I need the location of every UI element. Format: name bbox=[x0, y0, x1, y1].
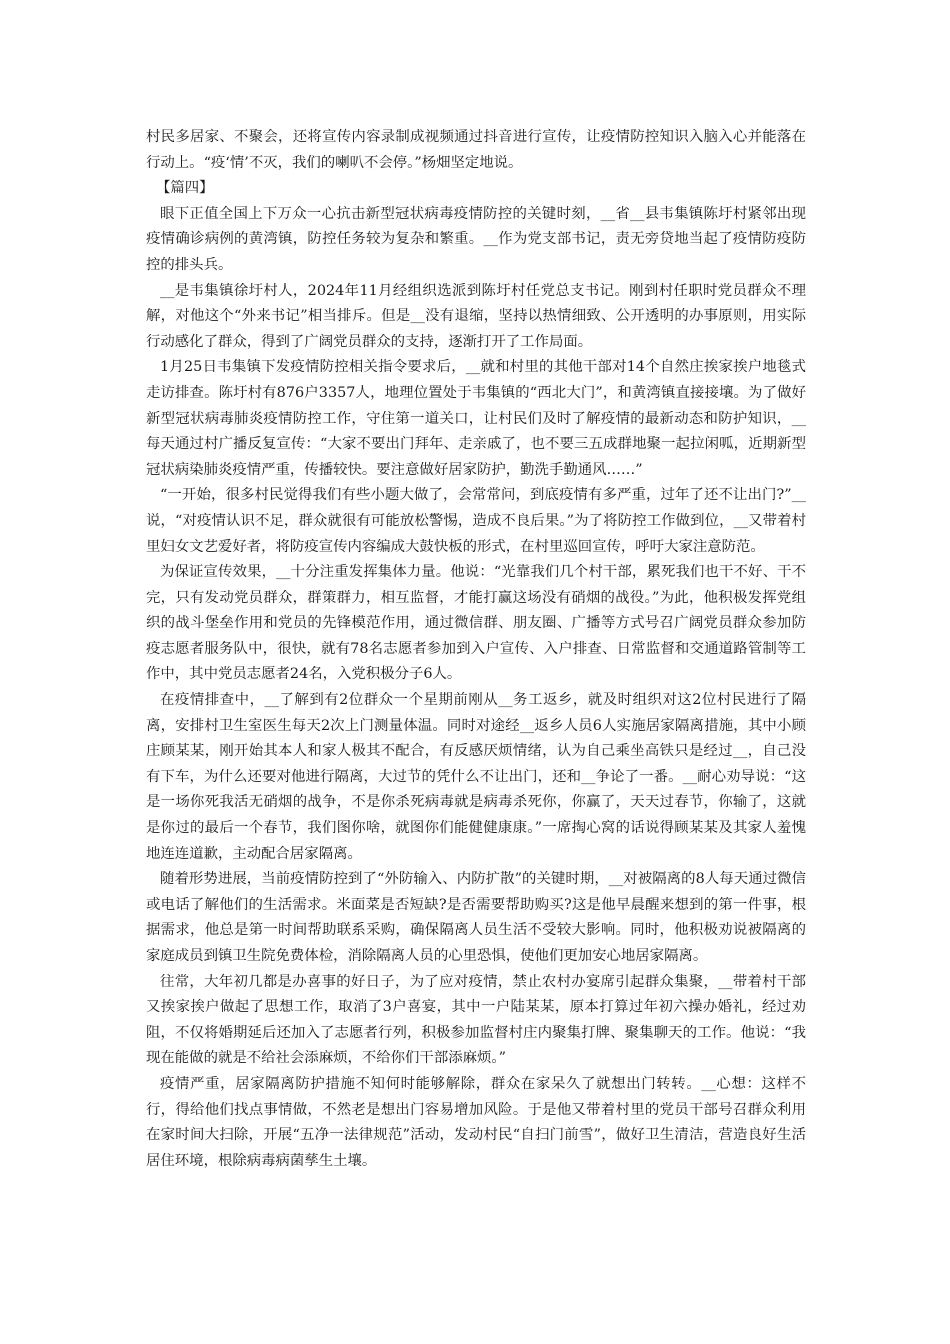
section-heading: 【篇四】 bbox=[156, 180, 214, 197]
paragraph: __是韦集镇徐圩村人，2024年11月经组织选派到陈圩村任党总支书记。刚到村任职时党员群众不理解，对他这个“外来书记”相当排斥。但是__没有退缩，坚持以热情细致、公开透明的办事原则，用实际行动感化了群众，得到了广阔党员群众的支持，逐渐打开了工作局面。 bbox=[146, 282, 806, 350]
paragraph: 往常，大年初几都是办喜事的好日子，为了应对疫情，禁止农村办宴席引起群众集聚，__带着村干部又挨家挨户做起了思想工作，取消了3户喜宴，其中一户陆某某，原本打算过年初六操办婚礼，经过劝阻，不仅将婚期延后还加入了志愿者行列，积极参加监督村庄内聚集打牌、聚集聊天的工作。他说：“我现在能做的就是不给社会添麻烦，不给你们干部添麻烦。” bbox=[146, 973, 806, 1067]
document-page bbox=[146, 125, 806, 1174]
paragraph: 随着形势进展，当前疫情防控到了“外防输入、内防扩散”的关键时期，__对被隔离的8人每天通过微信或电话了解他们的生活需求。米面菜是否短缺?是否需要帮助购买?这是他早晨醒来想到的第一件事，根据需求，他总是第一时间帮助联系采购，确保隔离人员生活不受较大影响。同时，他积极劝说被隔离的家庭成员到镇卫生院免费体检，消除隔离人员的心里恐惧，使他们更加安心地居家隔离。 bbox=[146, 871, 806, 964]
paragraph: 为保证宣传效果，__十分注重发挥集体力量。他说：“光靠我们几个村干部，累死我们也干不好、干不完，只有发动党员群众，群策群力，相互监督，才能打赢这场没有硝烟的战役。”为此，他积极发挥党组织的战斗堡垒作用和党员的先锋模范作用，通过微信群、朋友圈、广播等方式号召广阔党员群众参加防疫志愿者服务队中，很快，就有78名志愿者参加到入户宣传、入户排查、日常监督和交通道路管制等工作中，其中党员志愿者24名，入党积极分子6人。 bbox=[146, 564, 806, 683]
paragraph: 在疫情排查中，__了解到有2位群众一个星期前刚从__务工返乡，就及时组织对这2位村民进行了隔离，安排村卫生室医生每天2次上门测量体温。同时对途经__返乡人员6人实施居家隔离措施，其中小顾庄顾某某，刚开始其本人和家人极其不配合，有反感厌烦情绪，认为自己乘坐高铁只是经过__，自己没有下车，为什么还要对他进行隔离，大过节的凭什么不让出门，还和__争论了一番。__耐心劝导说：“这是一场你死我活无硝烟的战争，不是你杀死病毒就是病毒杀死你，你赢了，天天过春节，你输了，这就是你过的最后一个春节，我们图你啥，就图你们能健健康康。”一席掏心窝的话说得顾某某及其家人羞愧地连连道歉，主动配合居家隔离。 bbox=[146, 692, 806, 862]
paragraph: 1月25日韦集镇下发疫情防控相关指令要求后，__就和村里的其他干部对14个自然庄挨家挨户地毯式走访排查。陈圩村有876户3357人，地理位置处于韦集镇的“西北大门”，和黄湾镇直接接壤。为了做好新型冠状病毒肺炎疫情防控工作，守住第一道关口，让村民们及时了解疫情的最新动态和防护知识，__每天通过村广播反复宣传：“大家不要出门拜年、走亲戚了，也不要三五成群地聚一起拉闲呱，近期新型冠状病染肺炎疫情严重，传播较快。要注意做好居家防护，勤洗手勤通风……” bbox=[146, 359, 806, 478]
paragraph: 眼下正值全国上下万众一心抗击新型冠状病毒疫情防控的关键时刻，__省__县韦集镇陈圩村紧邻出现疫情确诊病例的黄湾镇，防控任务较为复杂和繁重。__作为党支部书记，责无旁贷地当起了疫情防疫防控的排头兵。 bbox=[146, 205, 806, 273]
paragraph-continued: 村民多居家、不聚会，还将宣传内容录制成视频通过抖音进行宣传，让疫情防控知识入脑入心并能落在行动上。“疫‘情’不灭，我们的喇叭不会停。”杨畑坚定地说。 bbox=[146, 129, 806, 171]
paragraph: “一开始，很多村民觉得我们有些小题大做了，会常常问，到底疫情有多严重，过年了还不让出门?”__说，“对疫情认识不足，群众就很有可能放松警惕，造成不良后果。”为了将防控工作做到位，__又带着村里妇女文艺爱好者，将防疫宣传内容编成大鼓快板的形式，在村里巡回宣传，呼吁大家注意防范。 bbox=[146, 487, 806, 555]
paragraph: 疫情严重，居家隔离防护措施不知何时能够解除，群众在家呆久了就想出门转转。__心想：这样不行，得给他们找点事情做，不然老是想出门容易增加风险。于是他又带着村里的党员干部号召群众利用在家时间大扫除，开展“五净一法律规范”活动，发动村民“自扫门前雪”，做好卫生清洁，营造良好生活居住环境，根除病毒病菌孳生土壤。 bbox=[146, 1075, 806, 1169]
